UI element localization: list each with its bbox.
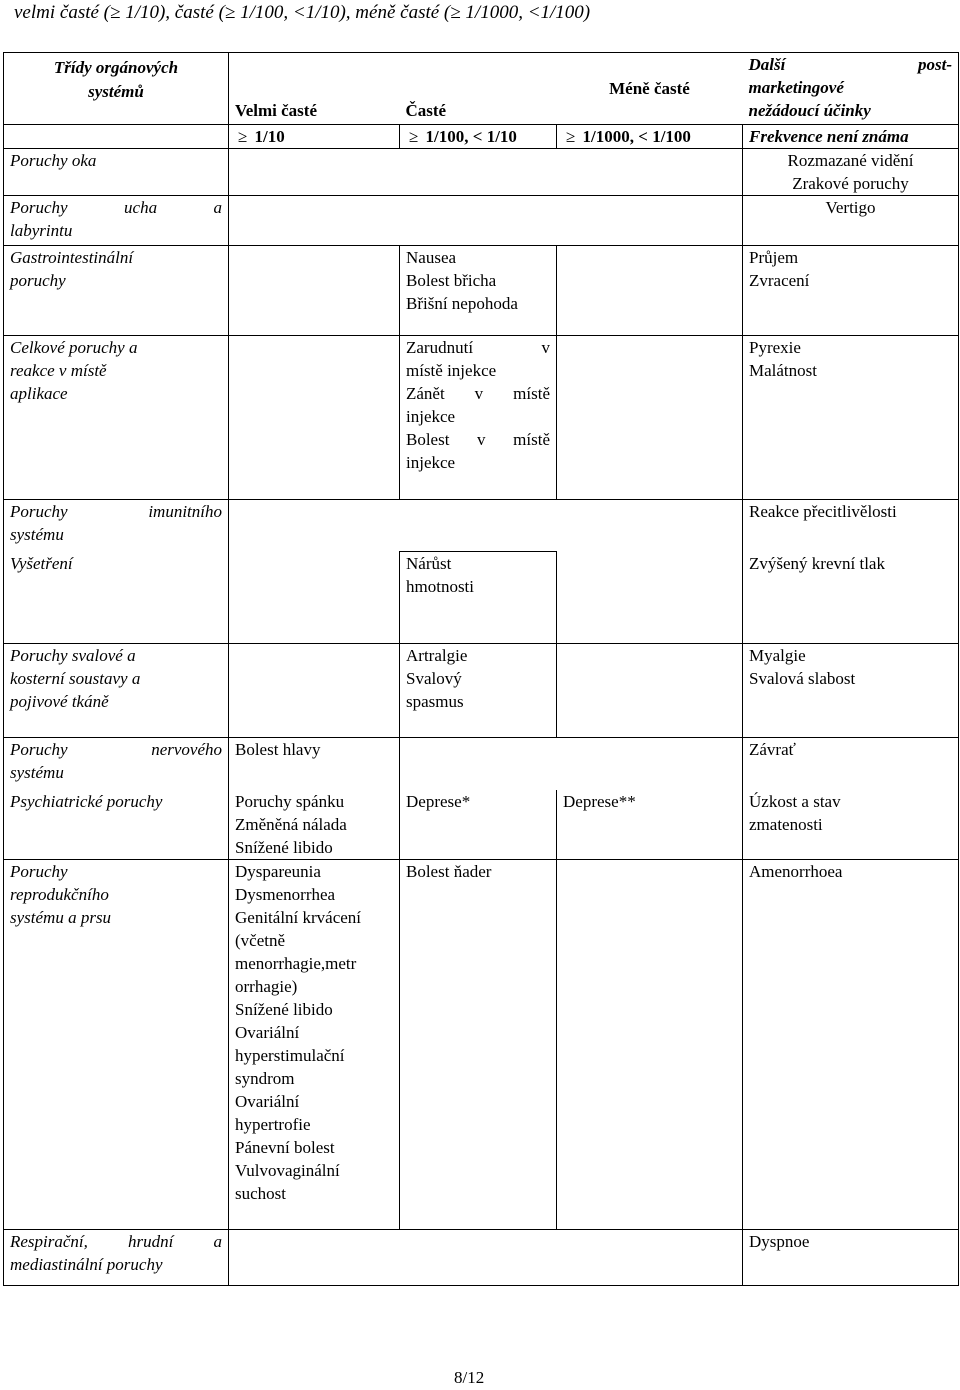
system-ear: Poruchy ucha a labyrintu — [4, 196, 229, 246]
page-number: 8/12 — [454, 1368, 485, 1387]
musculo-unknown: Myalgie Svalová slabost — [743, 644, 959, 738]
psych-very-common: Poruchy spánku Změněná nálada Snížené libido — [229, 790, 400, 860]
system-respiratory: Respirační, hrudní a mediastinální poruchy — [4, 1230, 229, 1286]
table-header-row — [4, 53, 959, 125]
repro-unknown: Amenorrhoea — [743, 860, 959, 1230]
freq-very-common: ≥ 1/10 — [229, 125, 400, 149]
general-uncommon — [557, 336, 743, 500]
row-immune-disorders — [4, 500, 959, 552]
musculo-common: Artralgie Svalový spasmus — [400, 644, 557, 738]
row-nervous-disorders — [4, 738, 959, 790]
general-common: Zarudnutí v místě injekce Zánět v místě injekce Bolest v místě injekce — [400, 336, 557, 500]
repro-very-common: Dyspareunia Dysmenorrhea Genitální krvácení (včetně menorrhagie,metr orrhagie) Snížené libido Ovariální hyperstimulační syndrom Ovariální hypertrofie Pánevní bolest Vulvovaginální suchost — [229, 860, 400, 1230]
repro-uncommon — [557, 860, 743, 1230]
frequency-row — [4, 125, 959, 149]
adverse-effects-table — [3, 52, 959, 1286]
header-system-class: Třídy orgánových systémů — [4, 53, 229, 125]
eye-empty — [229, 149, 743, 196]
row-psychiatric — [4, 790, 959, 860]
system-musculoskeletal: Poruchy svalové a kosterní soustavy a pojivové tkáně — [4, 644, 229, 738]
invest-very-common — [229, 552, 400, 644]
invest-unknown: Zvýšený krevní tlak — [743, 552, 959, 644]
nervous-unknown: Závrať — [743, 738, 959, 790]
eye-unknown: Rozmazané vidění Zrakové poruchy — [743, 149, 959, 196]
musculo-uncommon — [557, 644, 743, 738]
header-post-marketing: Další post- marketingové nežádoucí účinky — [743, 53, 959, 125]
gi-common: Nausea Bolest břicha Břišní nepohoda — [400, 246, 557, 336]
freq-common: ≥ 1/100, < 1/10 — [400, 125, 557, 149]
ear-empty — [229, 196, 743, 246]
psych-uncommon: Deprese** — [557, 790, 743, 860]
repro-common: Bolest ňader — [400, 860, 557, 1230]
system-eye: Poruchy oka — [4, 149, 229, 196]
row-investigations — [4, 552, 959, 644]
gi-unknown: Průjem Zvracení — [743, 246, 959, 336]
freq-system-empty — [4, 125, 229, 149]
row-musculoskeletal — [4, 644, 959, 738]
general-very-common — [229, 336, 400, 500]
freq-unknown: Frekvence není známa — [743, 125, 959, 149]
system-nervous: Poruchy nervového systému — [4, 738, 229, 790]
nervous-very-common: Bolest hlavy — [229, 738, 400, 790]
row-reproductive — [4, 860, 959, 1230]
system-reproductive: Poruchy reprodukčního systému a prsu — [4, 860, 229, 1230]
resp-empty — [229, 1230, 743, 1286]
header-common: Časté — [400, 53, 557, 125]
musculo-very-common — [229, 644, 400, 738]
immune-unknown: Reakce přecitlivělosti — [743, 500, 959, 552]
system-psychiatric: Psychiatrické poruchy — [4, 790, 229, 860]
freq-uncommon: ≥ 1/1000, < 1/100 — [557, 125, 743, 149]
nervous-empty — [400, 738, 743, 790]
row-gi-disorders — [4, 246, 959, 336]
invest-uncommon — [557, 552, 743, 644]
header-very-common: Velmi časté — [229, 53, 400, 125]
psych-unknown: Úzkost a stav zmatenosti — [743, 790, 959, 860]
resp-unknown: Dyspnoe — [743, 1230, 959, 1286]
gi-uncommon — [557, 246, 743, 336]
row-ear-disorders — [4, 196, 959, 246]
ear-unknown: Vertigo — [743, 196, 959, 246]
row-general-disorders — [4, 336, 959, 500]
system-investigations: Vyšetření — [4, 552, 229, 644]
row-eye-disorders — [4, 149, 959, 196]
immune-empty — [229, 500, 743, 552]
invest-common: Nárůst hmotnosti — [400, 552, 557, 644]
psych-common: Deprese* — [400, 790, 557, 860]
row-respiratory — [4, 1230, 959, 1286]
system-immune: Poruchy imunitního systému — [4, 500, 229, 552]
gi-very-common — [229, 246, 400, 336]
header-uncommon: Méně časté — [557, 53, 743, 125]
general-unknown: Pyrexie Malátnost — [743, 336, 959, 500]
system-general: Celkové poruchy a reakce v místě aplikace — [4, 336, 229, 500]
frequency-definition-line: velmi časté (≥ 1/10), časté (≥ 1/100, <1/10), méně časté (≥ 1/1000, <1/100) — [14, 2, 591, 23]
system-gi: Gastrointestinální poruchy — [4, 246, 229, 336]
